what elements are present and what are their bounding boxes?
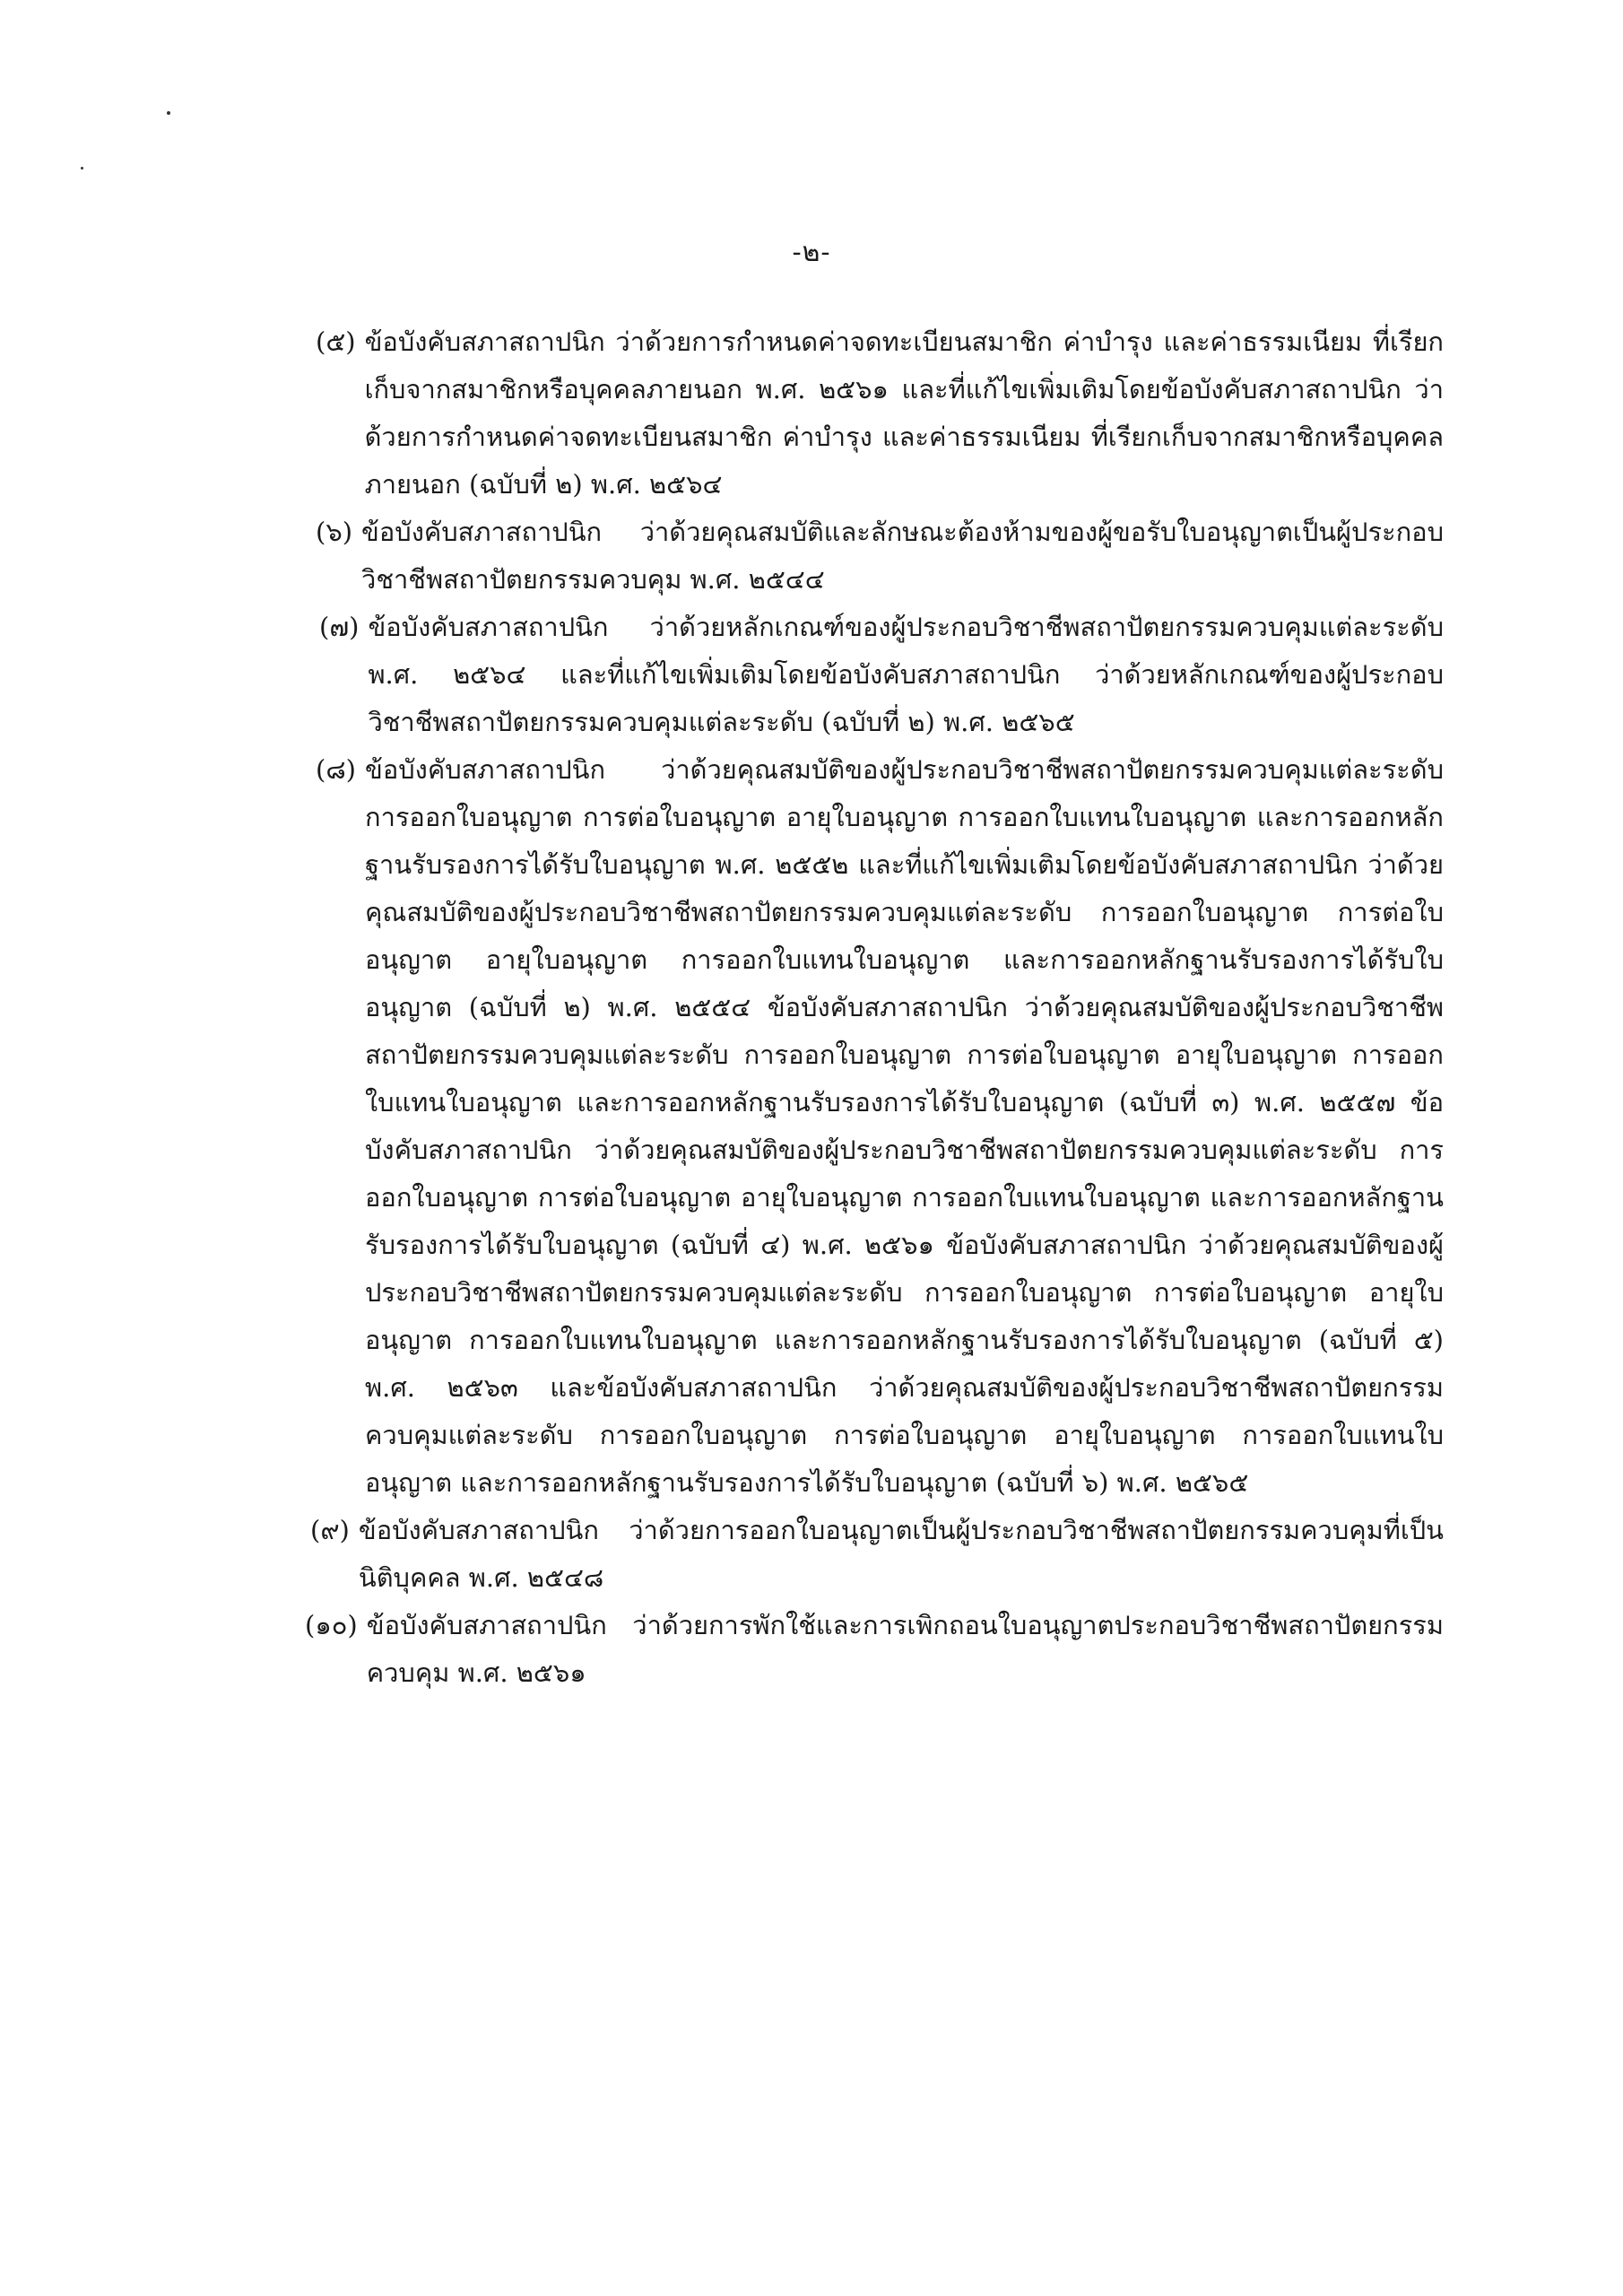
page-number: -๒- bbox=[792, 237, 831, 268]
list-item bbox=[310, 1507, 1444, 1602]
item-number: (๖) bbox=[316, 517, 353, 547]
list-item bbox=[316, 746, 1444, 1507]
regulation-list bbox=[305, 318, 1444, 1697]
scan-speck bbox=[167, 111, 170, 115]
item-text: ข้อบังคับสภาสถาปนิก ว่าด้วยการพักใช้และการเพิกถอนใบอนุญาตประกอบวิชาชีพสถาปัตยกรรมควบคุม พ.ศ. ๒๕๖๑ bbox=[366, 1610, 1444, 1688]
item-number: (๗) bbox=[319, 612, 360, 642]
list-item bbox=[316, 509, 1444, 604]
list-item bbox=[319, 604, 1444, 746]
item-text: ข้อบังคับสภาสถาปนิก ว่าด้วยหลักเกณฑ์ของผู้ประกอบวิชาชีพสถาปัตยกรรมควบคุมแต่ละระดับ พ.ศ. ๒๕๖๔ และที่แก้ไขเพิ่มเติมโดยข้อบังคับสภาสถาปนิก ว่าด้วยหลักเกณฑ์ของผู้ประกอบวิชาชีพสถาปัตยกรรมควบคุมแต่ละระดับ (ฉบับที่ ๒) พ.ศ. ๒๕๖๕ bbox=[368, 612, 1444, 737]
item-text: ข้อบังคับสภาสถาปนิก ว่าด้วยคุณสมบัติของผู้ประกอบวิชาชีพสถาปัตยกรรมควบคุมแต่ละระดับ การออกใบอนุญาต การต่อใบอนุญาต อายุใบอนุญาต การออกใบแทนใบอนุญาต และการออกหลักฐานรับรองการได้รับใบอนุญาต พ.ศ. ๒๕๕๒ และที่แก้ไขเพิ่มเติมโดยข้อบังคับสภาสถาปนิก ว่าด้วยคุณสมบัติของผู้ประกอบวิชาชีพสถาปัตยกรรมควบคุมแต่ละระดับ การออกใบอนุญาต การต่อใบอนุญาต อายุใบอนุญาต การออกใบแทนใบอนุญาต และการออกหลักฐานรับรองการได้รับใบอนุญาต (ฉบับที่ ๒) พ.ศ. ๒๕๕๔ ข้อบังคับสภาสถาปนิก ว่าด้วยคุณสมบัติของผู้ประกอบวิชาชีพสถาปัตยกรรมควบคุมแต่ละระดับ การออกใบอนุญาต การต่อใบอนุญาต อายุใบอนุญาต การออกใบแทนใบอนุญาต และการออกหลักฐานรับรองการได้รับใบอนุญาต (ฉบับที่ ๓) พ.ศ. ๒๕๕๗ ข้อบังคับสภาสถาปนิก ว่าด้วยคุณสมบัติของผู้ประกอบวิชาชีพสถาปัตยกรรมควบคุมแต่ละระดับ การออกใบอนุญาต การต่อใบอนุญาต อายุใบอนุญาต การออกใบแทนใบอนุญาต และการออกหลักฐานรับรองการได้รับใบอนุญาต (ฉบับที่ ๔) พ.ศ. ๒๕๖๑ ข้อบังคับสภาสถาปนิก ว่าด้วยคุณสมบัติของผู้ประกอบวิชาชีพสถาปัตยกรรมควบคุมแต่ละระดับ การออกใบอนุญาต การต่อใบอนุญาต อายุใบอนุญาต การออกใบแทนใบอนุญาต และการออกหลักฐานรับรองการได้รับใบอนุญาต (ฉบับที่ ๕) พ.ศ. ๒๕๖๓ และข้อบังคับสภาสถาปนิก ว่าด้วยคุณสมบัติของผู้ประกอบวิชาชีพสถาปัตยกรรมควบคุมแต่ละระดับ การออกใบอนุญาต การต่อใบอนุญาต อายุใบอนุญาต การออกใบแทนใบอนุญาต และการออกหลักฐานรับรองการได้รับใบอนุญาต (ฉบับที่ ๖) พ.ศ. ๒๕๖๕ bbox=[365, 754, 1444, 1498]
item-number: (๙) bbox=[310, 1515, 350, 1545]
item-text: ข้อบังคับสภาสถาปนิก ว่าด้วยคุณสมบัติและลักษณะต้องห้ามของผู้ขอรับใบอนุญาตเป็นผู้ประกอบวิชาชีพสถาปัตยกรรมควบคุม พ.ศ. ๒๕๔๔ bbox=[361, 517, 1444, 595]
item-number: (๑๐) bbox=[305, 1610, 358, 1640]
item-number: (๕) bbox=[316, 326, 356, 357]
item-text: ข้อบังคับสภาสถาปนิก ว่าด้วยการออกใบอนุญาตเป็นผู้ประกอบวิชาชีพสถาปัตยกรรมควบคุมที่เป็นนิติบุคคล พ.ศ. ๒๕๔๘ bbox=[358, 1515, 1444, 1593]
list-item bbox=[305, 1602, 1444, 1697]
scan-speck bbox=[81, 167, 83, 170]
item-number: (๘) bbox=[316, 754, 357, 785]
list-item bbox=[316, 318, 1444, 509]
item-text: ข้อบังคับสภาสถาปนิก ว่าด้วยการกำหนดค่าจดทะเบียนสมาชิก ค่าบำรุง และค่าธรรมเนียม ที่เรียกเก็บจากสมาชิกหรือบุคคลภายนอก พ.ศ. ๒๕๖๑ และที่แก้ไขเพิ่มเติมโดยข้อบังคับสภาสถาปนิก ว่าด้วยการกำหนดค่าจดทะเบียนสมาชิก ค่าบำรุง และค่าธรรมเนียม ที่เรียกเก็บจากสมาชิกหรือบุคคลภายนอก (ฉบับที่ ๒) พ.ศ. ๒๕๖๔ bbox=[364, 326, 1444, 500]
